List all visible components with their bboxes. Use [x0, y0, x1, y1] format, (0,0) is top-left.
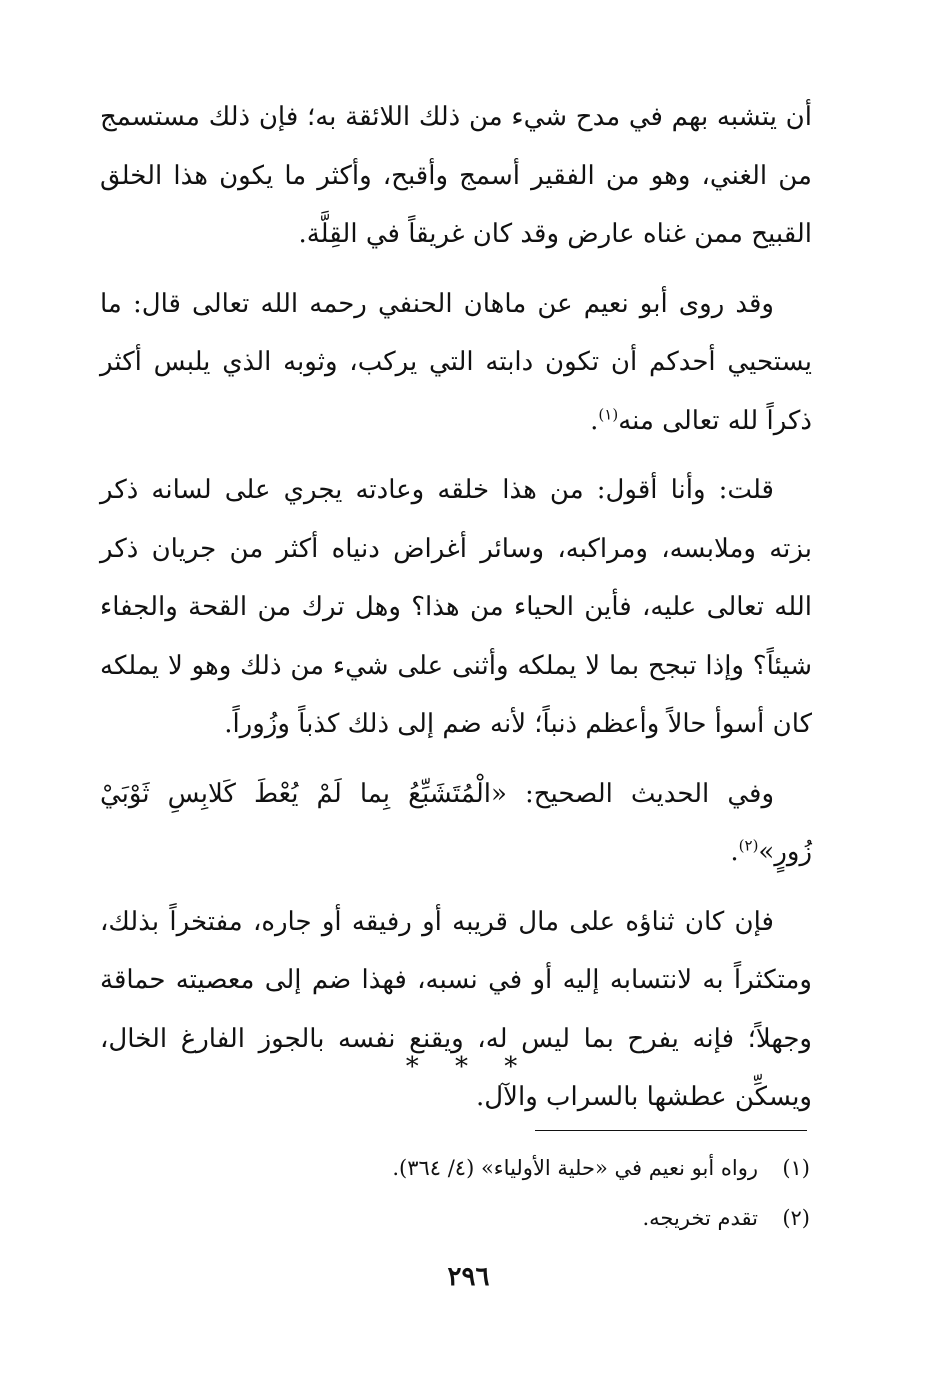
footnote-2	[300, 1193, 810, 1243]
paragraph-4	[100, 765, 812, 882]
paragraph-2-end: .	[590, 405, 599, 436]
footnote-1-text: رواه أبو نعيم في «حلية الأولياء» (٤/ ٣٦٤).	[392, 1156, 758, 1180]
paragraph-5	[100, 893, 812, 1127]
footnote-divider	[535, 1130, 807, 1131]
paragraph-4-end: .	[730, 837, 739, 867]
paragraph-3	[100, 461, 812, 754]
footnote-1	[300, 1143, 810, 1193]
footnote-ref-2: (٢)	[738, 836, 759, 855]
paragraph-4-text: وفي الحديث الصحيح: «الْمُتَشَبِّعُ بِما لَمْ يُعْطَ كَلابِسِ ثَوْبَيْ زُورٍ»	[100, 778, 812, 867]
paragraph-2	[100, 275, 812, 451]
main-text	[100, 88, 812, 1127]
footnote-2-text: تقدم تخريجه.	[642, 1206, 758, 1230]
footnotes	[300, 1143, 810, 1243]
paragraph-1	[100, 88, 812, 264]
footnote-ref-1: (١)	[598, 404, 619, 423]
paragraph-2-text: وقد روى أبو نعيم عن ماهان الحنفي رحمه الله تعالى قال: ما يستحيي أحدكم أن تكون دابته التي يركب، وثوبه الذي يلبس أكثر ذكراً لله تعالى منه	[100, 288, 812, 436]
section-separator: * * *	[405, 1052, 532, 1082]
footnote-1-number: (١)	[782, 1156, 810, 1180]
paragraph-1-text: أن يتشبه بهم في مدح شيء من ذلك اللائقة به؛ فإن ذلك مستسمج من الغني، وهو من الفقير أسمج وأقبح، وأكثر ما يكون هذا الخلق القبيح ممن غناه عارض وقد كان غريقاً في القِلَّة.	[100, 102, 812, 249]
paragraph-5-text: فإن كان ثناؤه على مال قريبه أو رفيقه أو جاره، مفتخراً بذلك، ومتكثراً به لانتسابه إليه أو في نسبه، فهذا ضم إلى معصيته حماقة وجهلاً؛ فإنه يفرح بما ليس له، ويقنع نفسه بالجوز الفارغ الخال، ويسكِّن عطشها بالسراب والآل.	[100, 906, 812, 1112]
footnote-2-number: (٢)	[782, 1206, 810, 1230]
page-number: ٢٩٦	[447, 1262, 490, 1292]
paragraph-3-text: قلت: وأنا أقول: من هذا خلقه وعادته يجري على لسانه ذكر بزته وملابسه، ومراكبه، وسائر أغراض دنياه أكثر من جريان ذكر الله تعالى عليه، فأين الحياء من هذا؟ وهل ترك من القحة والجفاء شيئاً؟ وإذا تبجح بما لا يملكه وأثنى على شيء من ذلك وهو لا يملكه كان أسوأ حالاً وأعظم ذنباً؛ لأنه ضم إلى ذلك كذباً وزُوراً.	[100, 475, 812, 739]
